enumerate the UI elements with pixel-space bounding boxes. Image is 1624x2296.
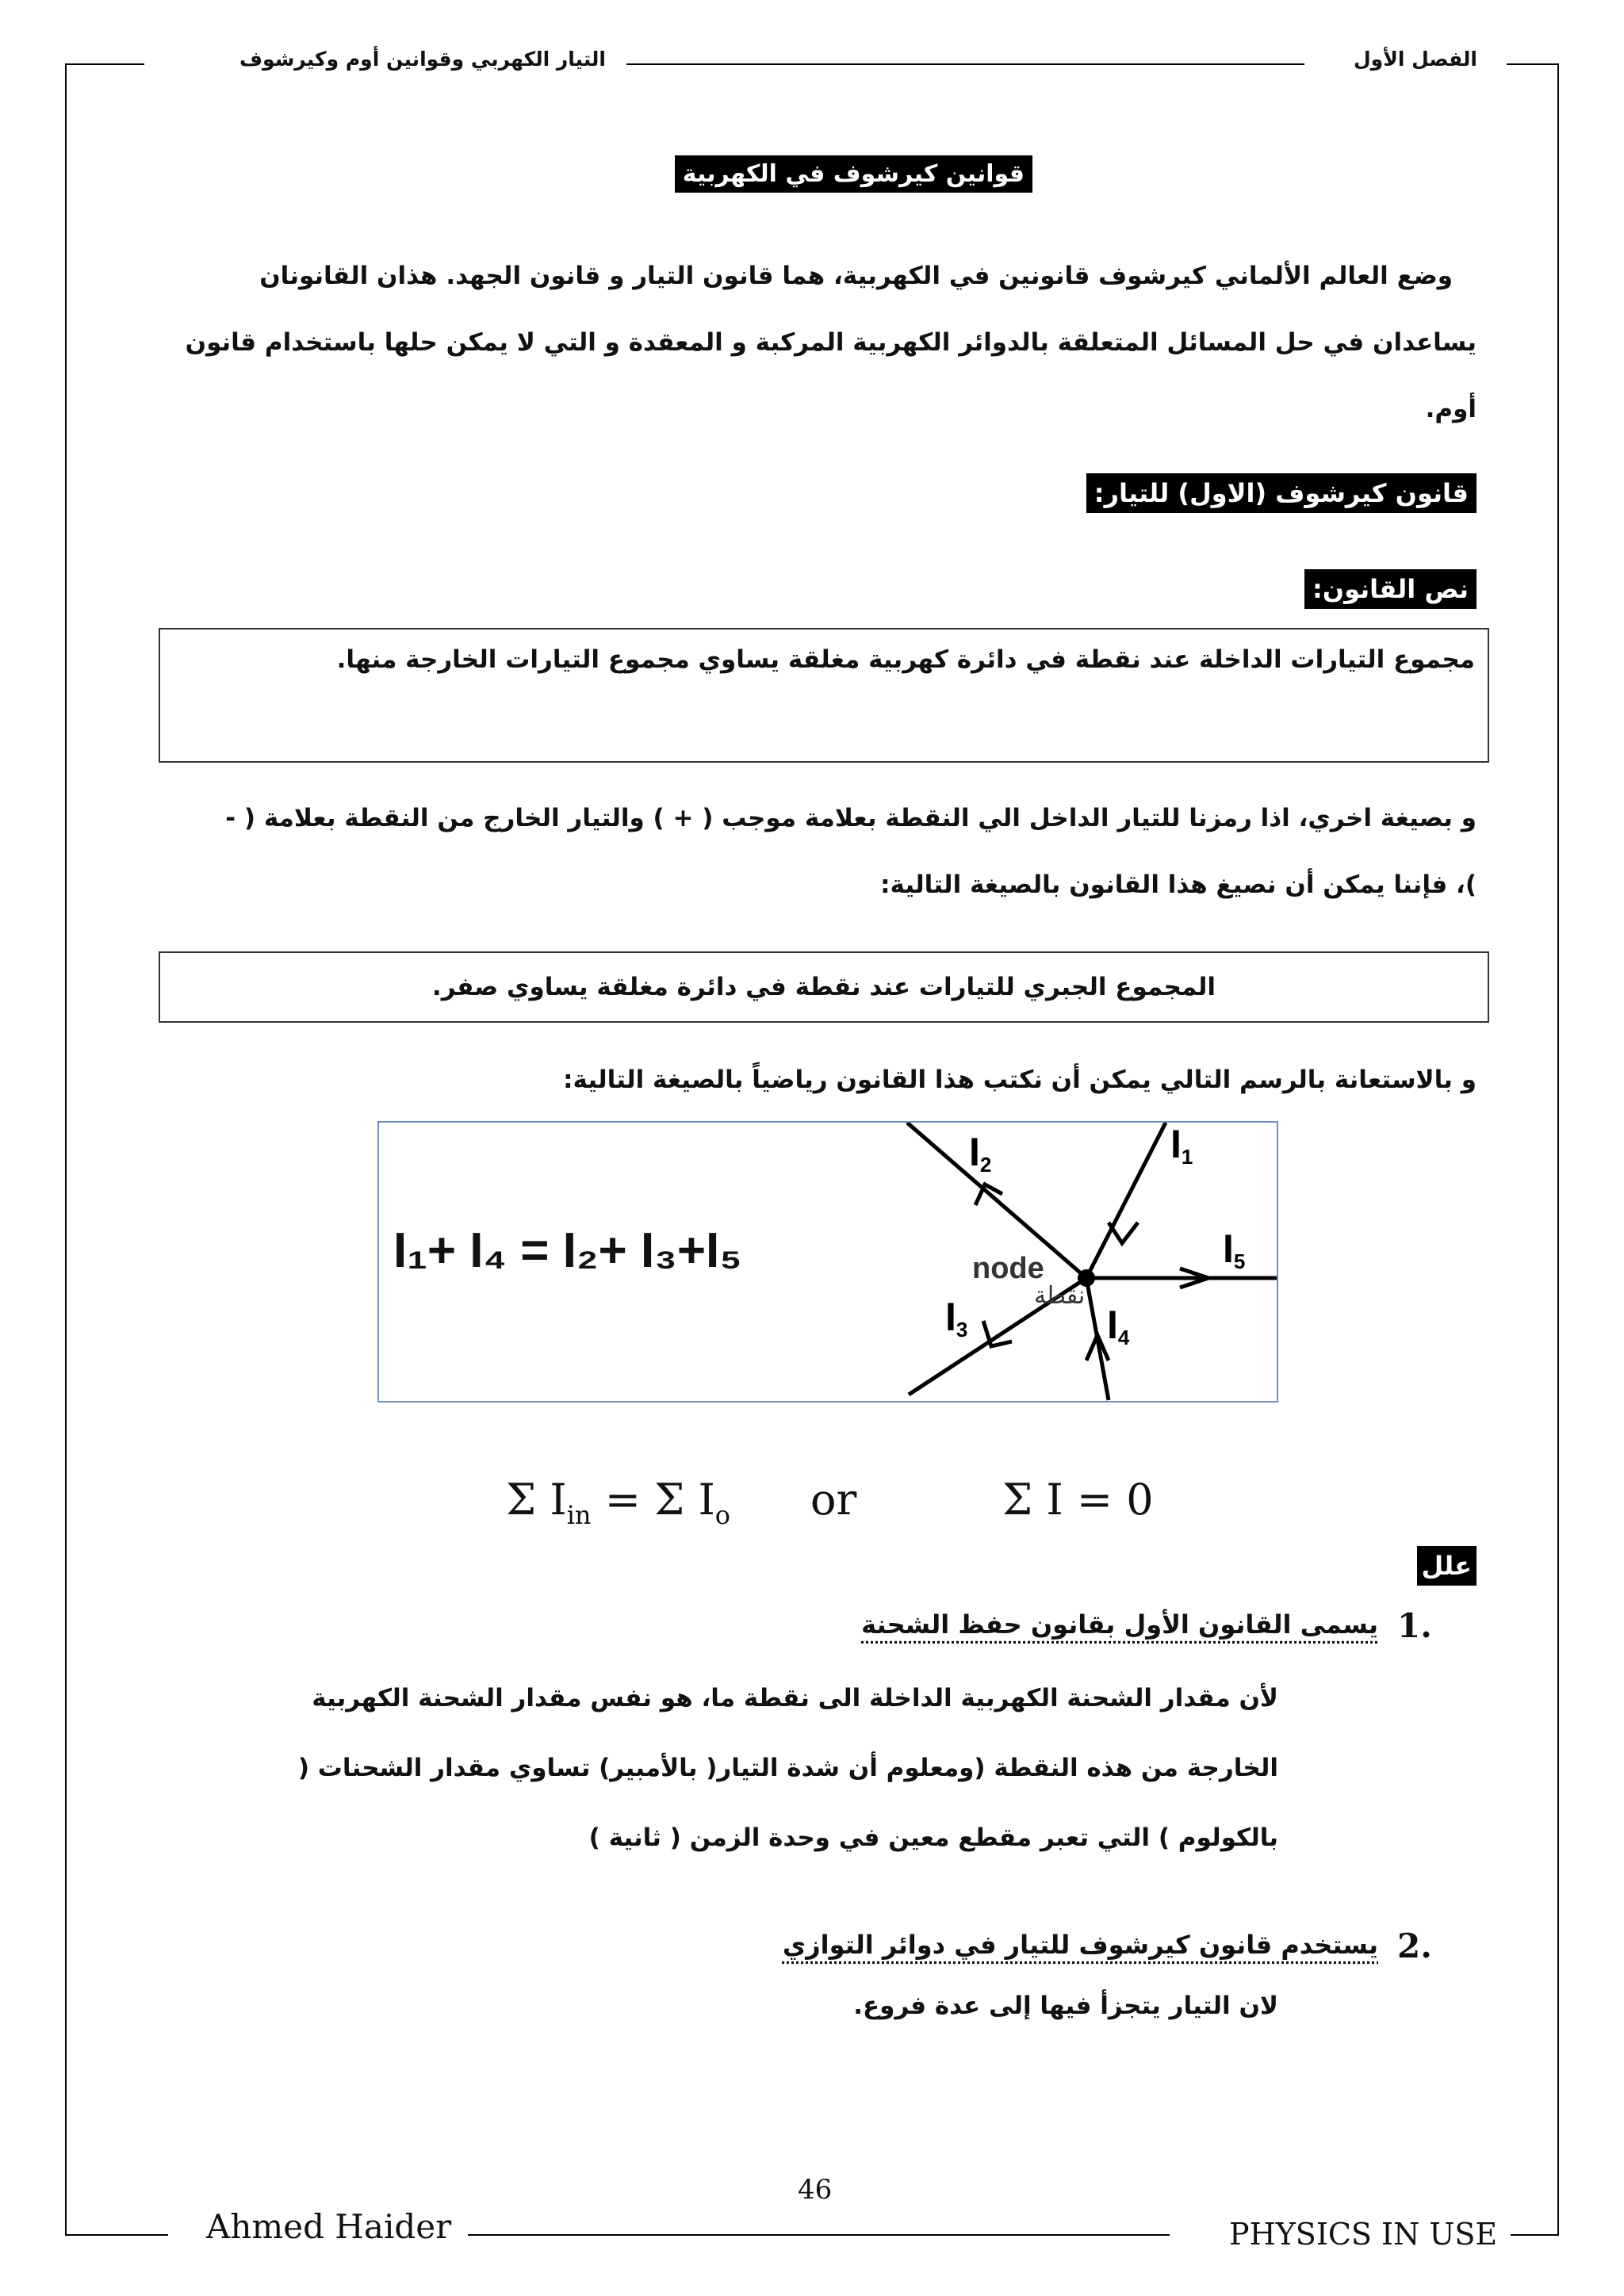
frame-top-left	[65, 63, 144, 65]
reason-2-num: 2.	[1397, 1927, 1432, 1965]
frame-bottom-right	[1511, 2234, 1559, 2236]
reason-2-title: يستخدم قانون كيرشوف للتيار في دوائر التوازي	[782, 1930, 1378, 1960]
formula-o-sub: o	[714, 1499, 731, 1530]
formula-equals: = Σ I	[591, 1475, 715, 1525]
label-i1: I1	[1170, 1123, 1193, 1169]
label-i2: I2	[969, 1130, 992, 1177]
node-label-ar: نقطة	[1034, 1282, 1086, 1310]
law-text-box	[159, 628, 1489, 763]
frame-left	[65, 63, 67, 2236]
kirchhoff-figure	[377, 1121, 1278, 1402]
reason-1-num: 1.	[1397, 1606, 1432, 1645]
alt-law-box	[159, 951, 1489, 1023]
formula-sum-in-out	[506, 1475, 730, 1530]
reason-1-body: لأن مقدار الشحنة الكهربية الداخلة الى نقطة ما، هو نفس مقدار الشحنة الكهربية الخارجة من هذه النقطة (ومعلوم أن شدة التيار( بالأمبير) تساوي مقدار الشحنات ( بالكولوم ) التي تعبر مقطع معين في وحدة الزمن ( ثانية )	[297, 1684, 1278, 1852]
node-label-en: node	[972, 1252, 1044, 1285]
frame-top-right	[1507, 63, 1559, 65]
page-number: 46	[798, 2174, 833, 2206]
frame-top-mid	[626, 63, 1304, 65]
reason-heading: علل	[1417, 1546, 1477, 1586]
formula-sum-zero: Σ I = 0	[1002, 1475, 1154, 1525]
intro-paragraph: وضع العالم الألماني كيرشوف قانونين في الكهربية، هما قانون التيار و قانون الجهد. هذان القانونان يساعدان في حل المسائل المتعلقة بالدوائر الكهربية المركبة و المعقدة و التي لا يمكن حلها باستخدام قانون أوم.	[185, 262, 1477, 423]
footer-book: PHYSICS IN USE	[1229, 2217, 1498, 2252]
figure-intro: و بالاستعانة بالرسم التالي يمكن أن نكتب هذا القانون رياضياً بالصيغة التالية:	[563, 1066, 1477, 1094]
frame-bottom-mid	[468, 2234, 1170, 2236]
reason-2-body: لان التيار يتجزأ فيها إلى عدة فروع.	[853, 1992, 1278, 2020]
header-chapter: الفصل الأول	[1353, 48, 1477, 71]
alt-law-text: المجموع الجبري للتيارات عند نقطة في دائرة مغلقة يساوي صفر.	[431, 973, 1216, 1001]
label-i5: I5	[1223, 1226, 1246, 1273]
first-law-heading: قانون كيرشوف (الاول) للتيار:	[1086, 473, 1477, 513]
label-i4: I4	[1107, 1303, 1130, 1349]
law-text: مجموع التيارات الداخلة عند نقطة في دائرة كهربية مغلقة يساوي مجموع التيارات الخارجة منها.	[336, 645, 1475, 674]
reason-1-title: يسمى القانون الأول بقانون حفظ الشحنة	[861, 1609, 1378, 1640]
header-subject: التيار الكهربي وقوانين أوم وكيرشوف	[239, 48, 606, 71]
page-title: قوانين كيرشوف في الكهربية	[675, 155, 1032, 193]
footer-author: Ahmed Haider	[206, 2207, 452, 2246]
label-i3: I3	[945, 1295, 968, 1341]
law-text-heading: نص القانون:	[1304, 569, 1477, 609]
frame-right	[1557, 63, 1559, 2236]
formula-or: or	[810, 1475, 857, 1525]
frame-bottom-left	[65, 2234, 168, 2236]
formula-in-sub: in	[566, 1499, 592, 1530]
figure-equation: I₁+ I₄ = I₂+ I₃+I₅	[393, 1223, 742, 1278]
formula-sum-in: Σ I	[506, 1475, 567, 1525]
branch-i1	[1086, 1123, 1166, 1278]
alt-form-paragraph: و بصيغة اخري، اذا رمزنا للتيار الداخل الي النقطة بعلامة موجب ( + ) والتيار الخارج من النقطة بعلامة ( - )، فإننا يمكن أن نصيغ هذا القانون بالصيغة التالية:	[225, 804, 1477, 899]
